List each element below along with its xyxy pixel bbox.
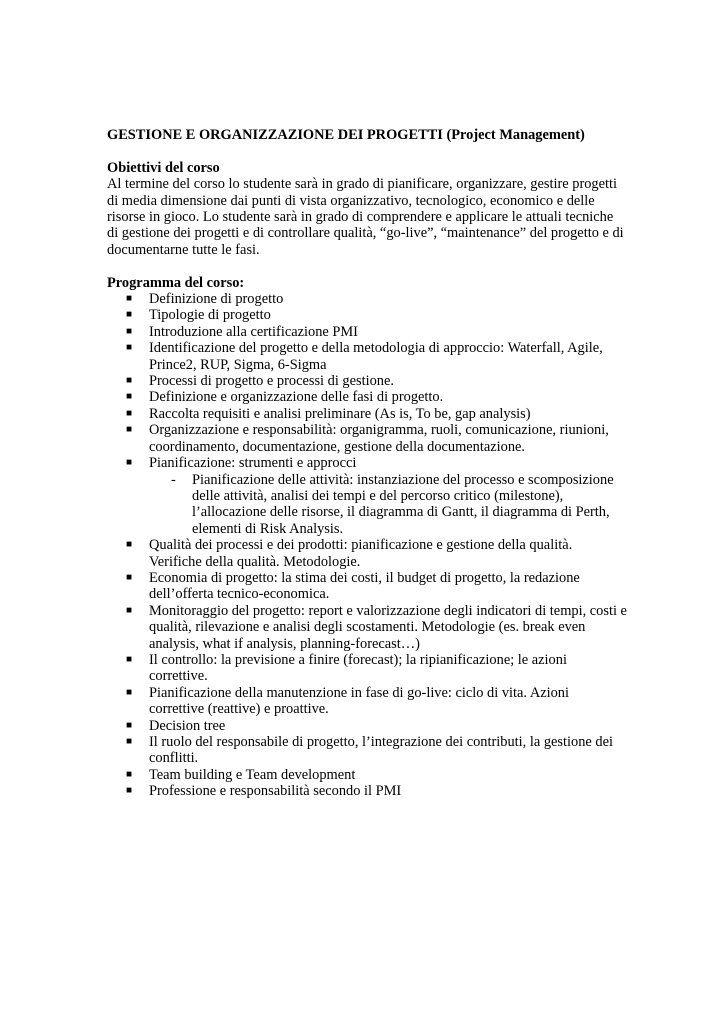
- bullet-icon: ■: [126, 293, 133, 305]
- objectives-text: Al termine del corso lo studente sarà in grado di pianificare, organizzare, gestire progetti di media dimensione dai punti di vista organizzativo, tecnologico, economico e delle risorse in gioco. Lo studente sarà in grado di comprendere e applicare le attuali tecniche di gestione dei progetti e di controllare qualità, “go-live”, “maintenance” del progetto e di documentarne tutte le fasi.: [107, 176, 624, 258]
- dash-icon: -: [171, 471, 176, 488]
- list-item: [107, 652, 627, 685]
- bullet-icon: ■: [126, 424, 133, 436]
- list-item: [107, 783, 627, 799]
- list-item: [107, 767, 627, 783]
- spacer: [107, 143, 627, 159]
- sub-list-item-text: Pianificazione delle attività: instanziazione del processo e scomposizione delle attività, analisi dei tempi e del percorso critico (milestone), l’allocazione delle risorse, il diagramma di Gantt, il diagramma di Perth, elementi di Risk Analysis.: [192, 471, 614, 537]
- program-list: [107, 291, 627, 800]
- sub-list-item: [149, 472, 627, 538]
- list-item-text: Definizione e organizzazione delle fasi di progetto.: [149, 389, 444, 406]
- bullet-icon: ■: [126, 325, 133, 337]
- list-item: [107, 307, 627, 323]
- bullet-icon: ■: [126, 457, 133, 469]
- list-item-text: Il ruolo del responsabile di progetto, l’integrazione dei contributi, la gestione dei conflitti.: [149, 734, 613, 767]
- list-item-text: Decision tree: [149, 717, 226, 734]
- bullet-icon: ■: [126, 391, 133, 403]
- program-heading: Programma del corso:: [107, 274, 245, 291]
- list-item-text: Qualità dei processi e dei prodotti: pianificazione e gestione della qualità. Verifiche della qualità. Metodologie.: [149, 537, 573, 570]
- list-item-text: Pianificazione della manutenzione in fase di go-live: ciclo di vita. Azioni correttive (reattive) e proattive.: [149, 684, 569, 718]
- bullet-icon: ■: [126, 571, 133, 583]
- bullet-icon: ■: [126, 768, 133, 780]
- list-item-text: Organizzazione e responsabilità: organigramma, ruoli, comunicazione, riunioni, coordinamento, documentazione, gestione della documentazione.: [149, 422, 609, 455]
- list-item-text: Identificazione del progetto e della metodologia di approccio: Waterfall, Agile, Prince2, RUP, Sigma, 6-Sigma: [149, 340, 603, 373]
- bullet-icon: ■: [126, 653, 133, 665]
- list-item: [107, 291, 627, 307]
- list-item-text: Processi di progetto e processi di gestione.: [149, 373, 394, 390]
- list-item: [107, 455, 627, 537]
- list-item-text: Introduzione alla certificazione PMI: [149, 323, 358, 340]
- bullet-icon: ■: [126, 407, 133, 419]
- list-item-text: Economia di progetto: la stima dei costi, il budget di progetto, la redazione dell’offerta tecnico-economica.: [149, 569, 580, 603]
- list-item: [107, 603, 627, 652]
- list-item: [107, 685, 627, 718]
- list-item-text: Definizione di progetto: [149, 291, 284, 308]
- list-item: [107, 324, 627, 340]
- list-item-text: Professione e responsabilità secondo il PMI: [149, 783, 402, 800]
- bullet-icon: ■: [126, 375, 133, 387]
- bullet-icon: ■: [126, 309, 133, 321]
- bullet-icon: ■: [126, 785, 133, 797]
- bullet-icon: ■: [126, 736, 133, 747]
- list-item-text: Raccolta requisiti e analisi preliminare (As is, To be, gap analysis): [149, 405, 531, 422]
- list-item-text: Tipologie di progetto: [149, 307, 271, 324]
- list-item: [107, 570, 627, 603]
- bullet-icon: ■: [126, 719, 133, 731]
- list-item: [107, 734, 627, 767]
- document-page: [107, 127, 627, 800]
- bullet-icon: ■: [126, 604, 133, 616]
- list-item: [107, 389, 627, 405]
- objectives-heading: Obiettivi del corso: [107, 159, 220, 176]
- list-item: [107, 537, 627, 570]
- list-item: [107, 340, 627, 373]
- bullet-icon: ■: [126, 539, 133, 551]
- list-item: [107, 406, 627, 422]
- list-item: [107, 422, 627, 455]
- bullet-icon: ■: [126, 686, 133, 698]
- list-item-text: Monitoraggio del progetto: report e valorizzazione degli indicatori di tempi, costi e qualità, rilevazione e analisi degli scostamenti. Metodologie (es. break even analysis, what if analysis, planning-forecast…): [149, 602, 627, 652]
- bullet-icon: ■: [126, 342, 133, 354]
- spacer: [107, 258, 627, 274]
- sub-list: [149, 472, 627, 538]
- document-title: GESTIONE E ORGANIZZAZIONE DEI PROGETTI (Project Management): [107, 127, 585, 143]
- list-item: [107, 718, 627, 734]
- list-item: [107, 373, 627, 389]
- list-item-text: Team building e Team development: [149, 766, 356, 783]
- list-item-text: Pianificazione: strumenti e approcci: [149, 455, 357, 472]
- list-item-text: Il controllo: la previsione a finire (forecast); la ripianificazione; le azioni correttive.: [149, 651, 567, 685]
